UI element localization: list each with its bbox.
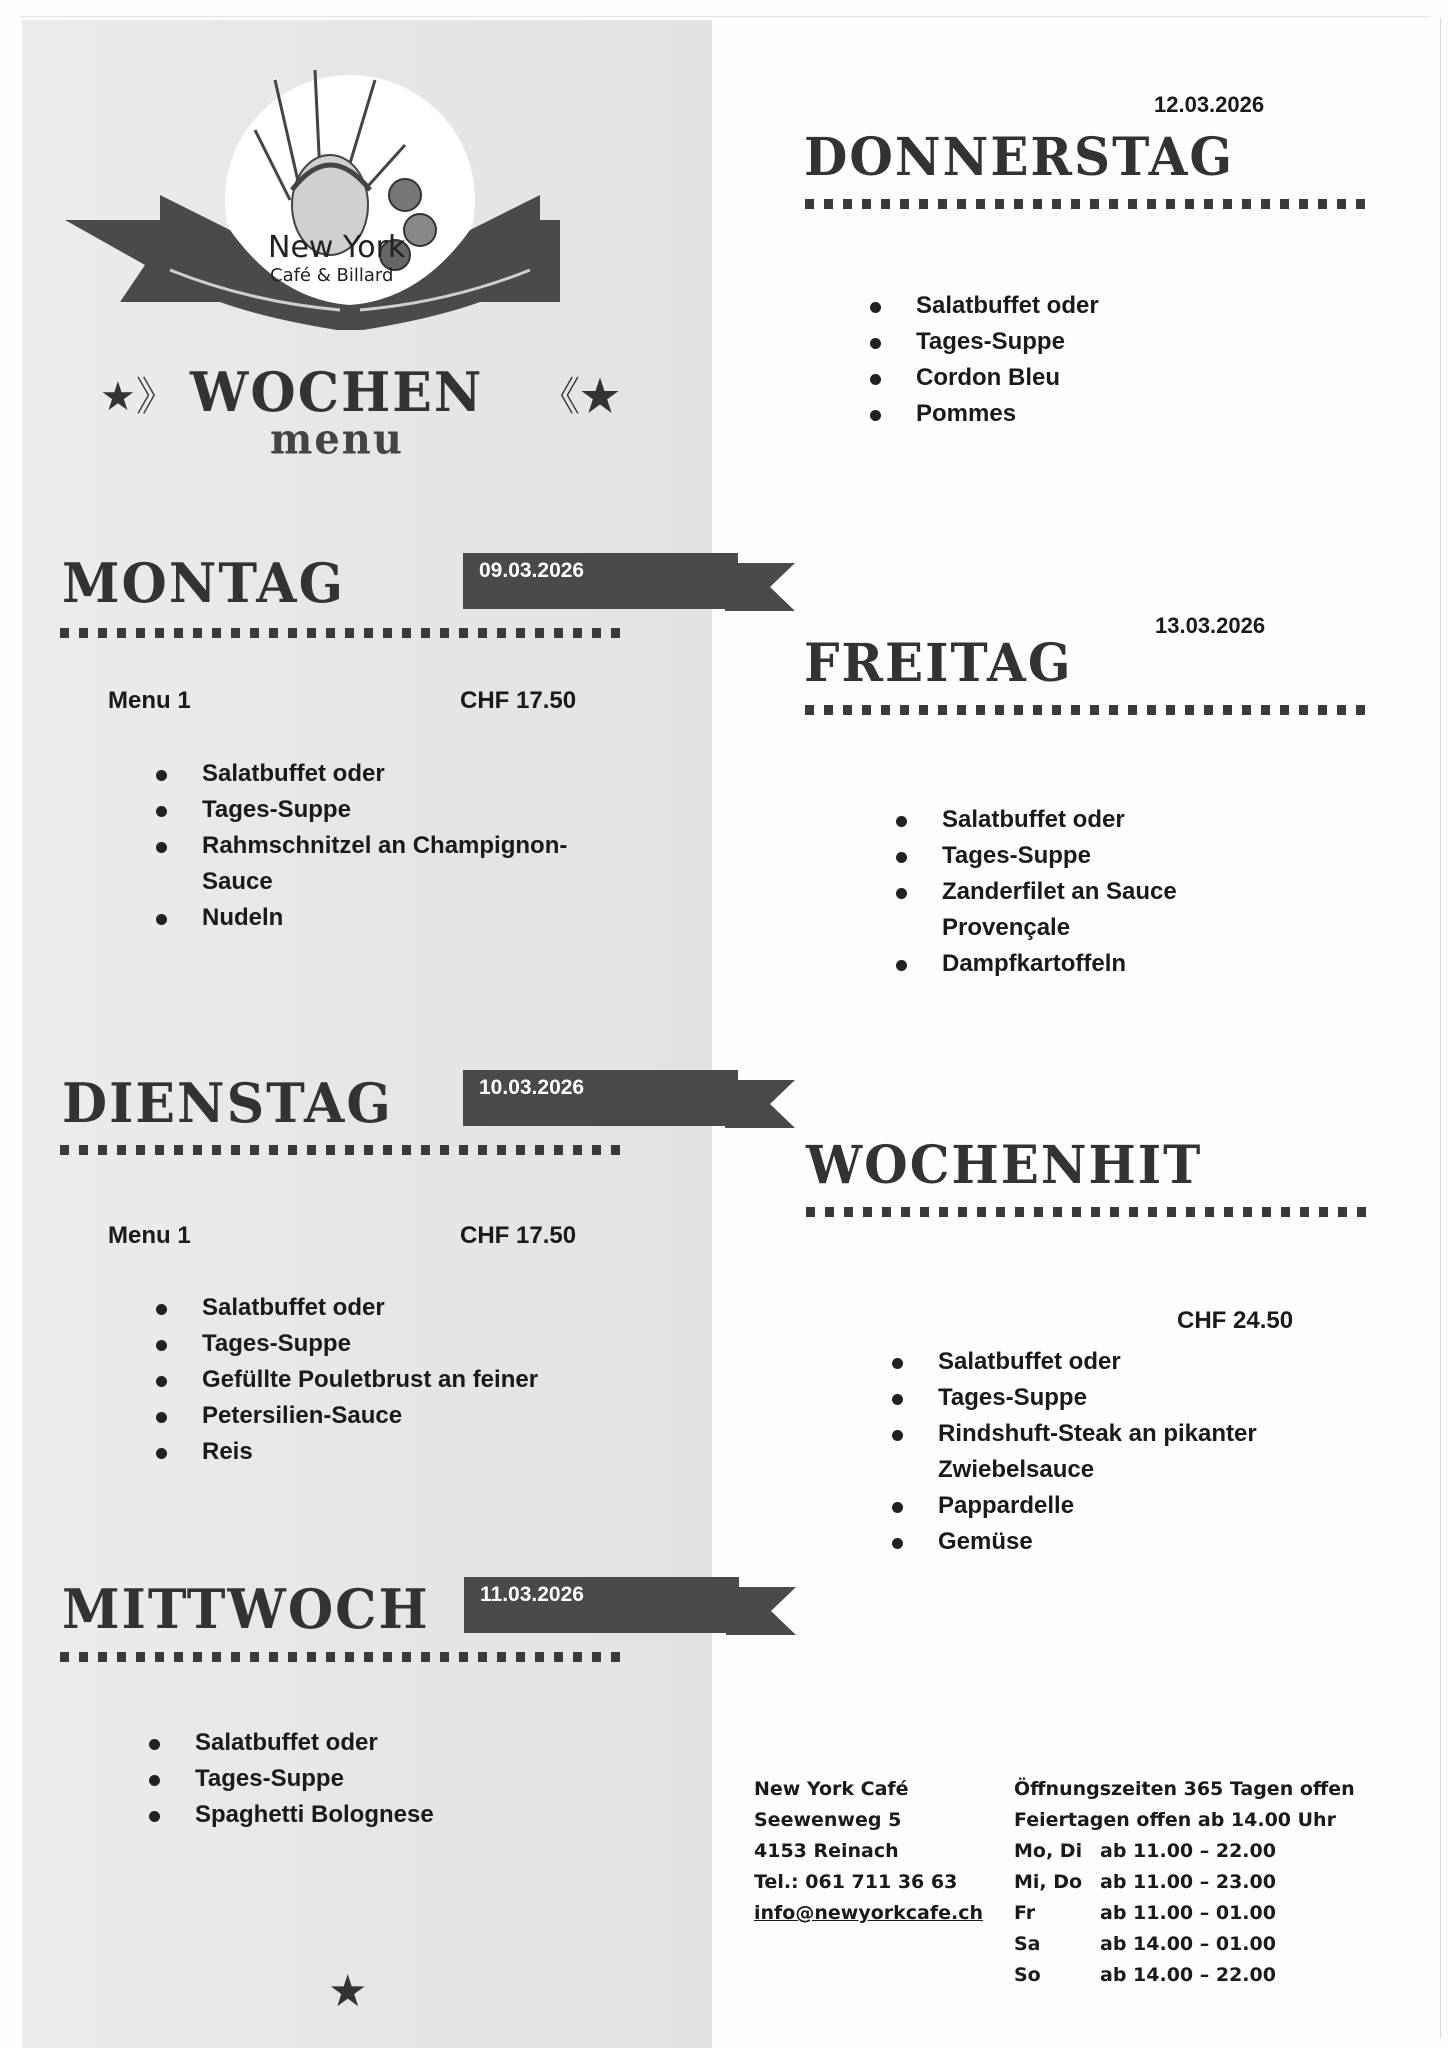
divider-montag (60, 628, 626, 638)
list-item: Zanderfilet an Sauce Provençale (892, 874, 1177, 946)
divider-freitag (805, 705, 1371, 715)
page-right-edge (1440, 18, 1441, 2038)
hours-holidays: Feiertagen offen ab 14.00 Uhr (1014, 1809, 1336, 1831)
date-ribbon-montag (463, 553, 793, 609)
contact-block (754, 1774, 983, 1929)
bullet-icon (896, 852, 907, 863)
list-item: Pommes (866, 396, 1099, 432)
list-item: Gemüse (888, 1524, 1257, 1560)
contact-name: New York Café (754, 1778, 909, 1800)
divider-mittwoch (60, 1652, 626, 1662)
bullet-icon (156, 1340, 167, 1351)
logo-tagline: Café & Billard (270, 265, 394, 286)
contact-email-link[interactable]: info@newyorkcafe.ch (754, 1902, 984, 1924)
heading-wochenhit: WOCHENHIT (806, 1133, 1203, 1196)
bullet-icon (892, 1358, 903, 1369)
day-heading-montag: MONTAG (62, 551, 345, 616)
hours-row: So ab 14.00 – 22.00 (1014, 1964, 1276, 1986)
logo-banner-icon (60, 70, 560, 330)
items-mittwoch (145, 1725, 434, 1833)
bullet-icon (896, 816, 907, 827)
list-item: Tages-Suppe (152, 1326, 538, 1362)
list-item: Gefüllte Pouletbrust an feiner (152, 1362, 538, 1398)
bullet-icon (156, 1448, 167, 1459)
list-item: Salatbuffet oder (152, 756, 567, 792)
day-heading-donnerstag: DONNERSTAG (804, 125, 1235, 188)
day-heading-dienstag: DIENSTAG (62, 1071, 393, 1136)
list-item: Spaghetti Bolognese (145, 1797, 434, 1833)
title-menu: menu (270, 414, 404, 465)
contact-street: Seewenweg 5 (754, 1809, 902, 1831)
list-item: Tages-Suppe (152, 792, 567, 828)
date-ribbon-mittwoch (464, 1577, 794, 1633)
opening-hours (1014, 1774, 1355, 1991)
items-donnerstag (866, 288, 1099, 432)
list-item: Nudeln (152, 900, 567, 936)
bullet-icon (896, 888, 907, 899)
day-heading-mittwoch: MITTWOCH (62, 1577, 430, 1642)
hours-row: Mo, Di ab 11.00 – 22.00 (1014, 1840, 1276, 1862)
date-montag: 09.03.2026 (479, 559, 585, 582)
left-star-chevron-icon: ★》 (100, 375, 176, 419)
items-montag (152, 756, 567, 936)
items-freitag (892, 802, 1177, 982)
bullet-icon (156, 806, 167, 817)
list-item: Pappardelle (888, 1488, 1257, 1524)
list-item: Tages-Suppe (145, 1761, 434, 1797)
bullet-icon (870, 410, 881, 421)
date-dienstag: 10.03.2026 (479, 1076, 585, 1099)
list-item: Salatbuffet oder (892, 802, 1177, 838)
page-top-edge (20, 16, 1430, 17)
hours-row: Fr ab 11.00 – 01.00 (1014, 1902, 1276, 1924)
divider-donnerstag (805, 199, 1371, 209)
menu-label-dienstag: Menu 1 (108, 1222, 191, 1249)
divider-wochenhit (806, 1207, 1372, 1217)
items-wochenhit (888, 1344, 1257, 1560)
bullet-icon (149, 1811, 160, 1822)
hours-headline: Öffnungszeiten 365 Tagen offen (1014, 1778, 1355, 1800)
bullet-icon (896, 960, 907, 971)
list-item: Rahmschnitzel an Champignon- Sauce (152, 828, 567, 900)
list-item: Reis (152, 1434, 538, 1470)
bottom-star-icon: ★ (328, 1967, 368, 2016)
title-wochen: WOCHEN (190, 360, 484, 425)
list-item: Petersilien-Sauce (152, 1398, 538, 1434)
price-wochenhit: CHF 24.50 (1177, 1307, 1294, 1334)
bullet-icon (870, 374, 881, 385)
bullet-icon (892, 1430, 903, 1441)
bullet-icon (149, 1739, 160, 1750)
bullet-icon (870, 302, 881, 313)
hours-row: Sa ab 14.00 – 01.00 (1014, 1933, 1276, 1955)
divider-dienstag (60, 1145, 626, 1155)
bullet-icon (870, 338, 881, 349)
items-dienstag (152, 1290, 538, 1470)
bullet-icon (156, 1304, 167, 1315)
list-item: Salatbuffet oder (866, 288, 1099, 324)
bullet-icon (156, 770, 167, 781)
list-item: Salatbuffet oder (145, 1725, 434, 1761)
contact-city: 4153 Reinach (754, 1840, 899, 1862)
date-donnerstag: 12.03.2026 (1154, 92, 1265, 117)
bullet-icon (156, 842, 167, 853)
list-item: Salatbuffet oder (888, 1344, 1257, 1380)
right-star-chevron-icon: 《★ (540, 375, 620, 419)
list-item: Cordon Bleu (866, 360, 1099, 396)
date-ribbon-dienstag (463, 1070, 793, 1126)
list-item: Tages-Suppe (866, 324, 1099, 360)
date-mittwoch: 11.03.2026 (480, 1583, 584, 1606)
bullet-icon (892, 1538, 903, 1549)
bullet-icon (892, 1502, 903, 1513)
list-item: Rindshuft-Steak an pikanter Zwiebelsauce (888, 1416, 1257, 1488)
list-item: Tages-Suppe (892, 838, 1177, 874)
bullet-icon (892, 1394, 903, 1405)
list-item: Tages-Suppe (888, 1380, 1257, 1416)
contact-phone: Tel.: 061 711 36 63 (754, 1871, 958, 1893)
hours-row: Mi, Do ab 11.00 – 23.00 (1014, 1871, 1276, 1893)
menu-label-montag: Menu 1 (108, 687, 191, 714)
price-montag: CHF 17.50 (460, 687, 577, 714)
date-freitag: 13.03.2026 (1155, 613, 1266, 638)
bullet-icon (156, 1376, 167, 1387)
list-item: Salatbuffet oder (152, 1290, 538, 1326)
bullet-icon (156, 1412, 167, 1423)
day-heading-freitag: FREITAG (804, 631, 1073, 694)
price-dienstag: CHF 17.50 (460, 1222, 577, 1249)
bullet-icon (156, 914, 167, 925)
list-item: Dampfkartoffeln (892, 946, 1177, 982)
logo-brand: New York (268, 230, 406, 265)
logo (60, 70, 560, 330)
bullet-icon (149, 1775, 160, 1786)
